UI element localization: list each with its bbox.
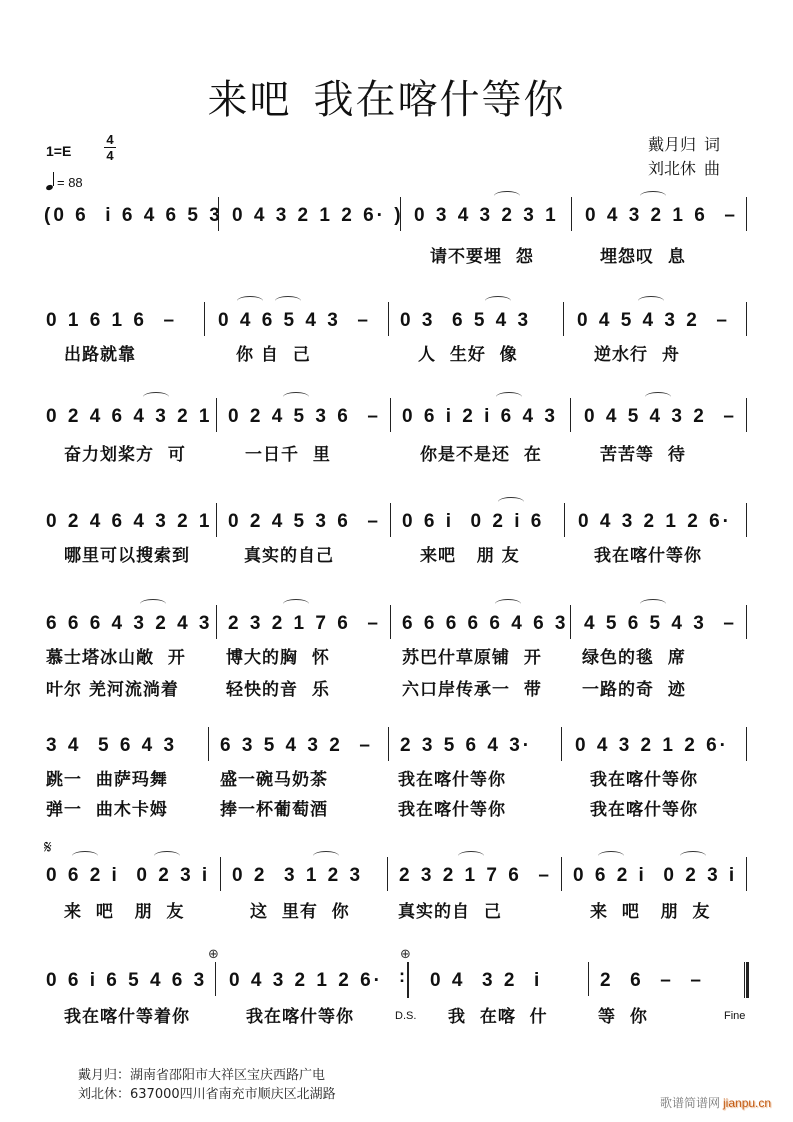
- watermark: [660, 1094, 771, 1111]
- lyrics-verse-1: 跳一 曲萨玛舞: [46, 770, 168, 790]
- title-part1: 来吧: [207, 77, 292, 123]
- lyrics-verse-1: 博大的胸 怀: [226, 648, 330, 668]
- composer-role: 曲: [704, 159, 721, 178]
- measure-notes: 6 6 6 6 6 4 6 3: [402, 613, 569, 634]
- lyrics: 苦苦等 待: [600, 445, 686, 465]
- lyrics-verse-1: 我在喀什等你: [398, 770, 506, 790]
- composer-credit: [648, 157, 720, 181]
- lyrics: 这 里有 你: [250, 902, 350, 922]
- lyrics: 来 吧 朋 友: [64, 902, 185, 922]
- time-denominator: 4: [106, 148, 114, 163]
- measure-notes: 0 6 2 i 0 2 3 i: [573, 865, 738, 886]
- measure-notes: 0 3 6 5 4 3: [400, 310, 532, 331]
- measure-notes: 0 4 3 2 1 2 6·: [229, 970, 383, 991]
- lyrics-verse-2: 弹一 曲木卡姆: [46, 800, 168, 820]
- measure-notes: 0 2 4 6 4 3 2 1: [46, 406, 213, 427]
- lyrics-verse-1: 苏巴什草原铺 开: [402, 648, 542, 668]
- coda-icon: ⊕: [400, 946, 411, 961]
- measure-notes: 0 4 5 4 3 2 –: [584, 406, 737, 427]
- lyrics-verse-2: 轻快的音 乐: [226, 680, 330, 700]
- lyrics: 真实的自 己: [398, 902, 502, 922]
- lyrics: 出路就靠: [64, 345, 136, 365]
- measure-notes: 0 6 i 2 i 6 4 3: [402, 406, 558, 427]
- measure-notes: 0 4 3 2 1 6 –: [585, 205, 738, 226]
- tempo-value: = 88: [57, 175, 83, 190]
- lyrics-verse-1: 盛一碗马奶茶: [220, 770, 328, 790]
- measure-notes: 2 3 2 1 7 6 –: [228, 613, 381, 634]
- lyrics: 埋怨叹 息: [600, 247, 686, 267]
- measure-notes: 0 1 6 1 6 –: [46, 310, 178, 331]
- measure-notes: 0 2 4 6 4 3 2 1: [46, 511, 213, 532]
- lyrics: 我在喀什等你: [246, 1007, 354, 1027]
- time-signature: [104, 132, 116, 163]
- fine-marking: Fine: [724, 1010, 746, 1022]
- lyrics: 奋力划桨方 可: [64, 445, 186, 465]
- measure-notes: 2 3 5 6 4 3·: [400, 735, 533, 756]
- watermark-text: 歌谱简谱网: [660, 1096, 721, 1110]
- tempo-marking: [46, 172, 83, 190]
- measure-notes: 0 3 4 3 2 3 1: [414, 205, 559, 226]
- measure-notes: 0 6 i 6 5 4 6 3: [46, 970, 208, 991]
- measure-notes: 0 4 5 4 3 2 –: [577, 310, 730, 331]
- lyricist-name: 戴月归: [648, 135, 697, 154]
- lyrics-verse-1: 绿色的毯 席: [582, 648, 686, 668]
- lyrics: 等 你: [598, 1007, 648, 1027]
- measure-notes: 6 3 5 4 3 2 –: [220, 735, 373, 756]
- measure-notes: (0 6 i 6 4 6 5 3: [44, 205, 223, 226]
- lyrics-verse-1: 慕士塔冰山敞 开: [46, 648, 186, 668]
- dal-segno-marking: D.S.: [395, 1010, 417, 1022]
- measure-notes: 4 5 6 5 4 3 –: [584, 613, 737, 634]
- lyrics-verse-2: 我在喀什等你: [590, 800, 698, 820]
- lyrics: 请不要埋 怨: [430, 247, 534, 267]
- lyrics-verse-2: 叶尔 羌河流淌着: [46, 680, 179, 700]
- measure-notes: 3 4 5 6 4 3: [46, 735, 178, 756]
- lyrics: 一日千 里: [245, 445, 331, 465]
- credits: [648, 133, 720, 181]
- lyrics: 你是不是还 在: [420, 445, 542, 465]
- footer-addresses: [78, 1066, 336, 1104]
- time-numerator: 4: [106, 132, 114, 147]
- lyricist-role: 词: [704, 135, 721, 154]
- lyrics: 真实的自己: [244, 546, 334, 566]
- lyricist-address: 戴月归：湖南省邵阳市大祥区宝庆西路广电: [78, 1068, 326, 1083]
- measure-notes: 0 4 3 2 1 2 6·: [578, 511, 732, 532]
- measure-notes: 6 6 6 4 3 2 4 3: [46, 613, 213, 634]
- lyrics-verse-2: 我在喀什等你: [398, 800, 506, 820]
- composer-address: 刘北休：637000四川省南充市顺庆区北湖路: [78, 1087, 336, 1102]
- measure-notes: 0 2 4 5 3 6 –: [228, 406, 381, 427]
- quarter-note-icon: [46, 172, 54, 190]
- lyrics: 我在喀什等你: [594, 546, 702, 566]
- measure-notes: 0 4 3 2 i: [430, 970, 543, 991]
- measure-notes: 0 4 6 5 4 3 –: [218, 310, 371, 331]
- lyricist-credit: [648, 133, 720, 157]
- lyrics: 来 吧 朋 友: [590, 902, 711, 922]
- lyrics-verse-2: 捧一杯葡萄酒: [220, 800, 328, 820]
- measure-notes: 2 3 2 1 7 6 –: [399, 865, 552, 886]
- lyrics: 你 自 己: [236, 345, 311, 365]
- lyrics-verse-2: 一路的奇 迹: [582, 680, 686, 700]
- title-part2: 我在喀什等你: [313, 77, 566, 123]
- measure-notes: 0 4 3 2 1 2 6· ): [232, 205, 404, 226]
- composer-name: 刘北休: [648, 159, 697, 178]
- lyrics: 哪里可以搜索到: [64, 546, 190, 566]
- lyrics: 我在喀什等着你: [64, 1007, 190, 1027]
- lyrics: 我 在喀 什: [448, 1007, 548, 1027]
- lyrics: 逆水行 舟: [594, 345, 680, 365]
- lyrics-verse-2: 六口岸传承一 带: [402, 680, 542, 700]
- measure-notes: 0 4 3 2 1 2 6·: [575, 735, 729, 756]
- lyrics: 来吧 朋 友: [420, 546, 520, 566]
- segno-icon: 𝄋: [44, 837, 52, 858]
- measure-notes: 0 2 4 5 3 6 –: [228, 511, 381, 532]
- measure-notes: 0 6 i 0 2 i 6: [402, 511, 545, 532]
- page-title: [0, 68, 793, 125]
- measure-notes: 2 6 – –: [600, 970, 704, 991]
- measure-notes: 0 2 3 1 2 3: [232, 865, 364, 886]
- measure-notes: 0 6 2 i 0 2 3 i: [46, 865, 211, 886]
- lyrics: 人 生好 像: [418, 345, 518, 365]
- coda-icon: ⊕: [208, 946, 219, 961]
- lyrics-verse-1: 我在喀什等你: [590, 770, 698, 790]
- key-signature: 1=E: [46, 143, 72, 159]
- watermark-url: jianpu.cn: [723, 1096, 772, 1110]
